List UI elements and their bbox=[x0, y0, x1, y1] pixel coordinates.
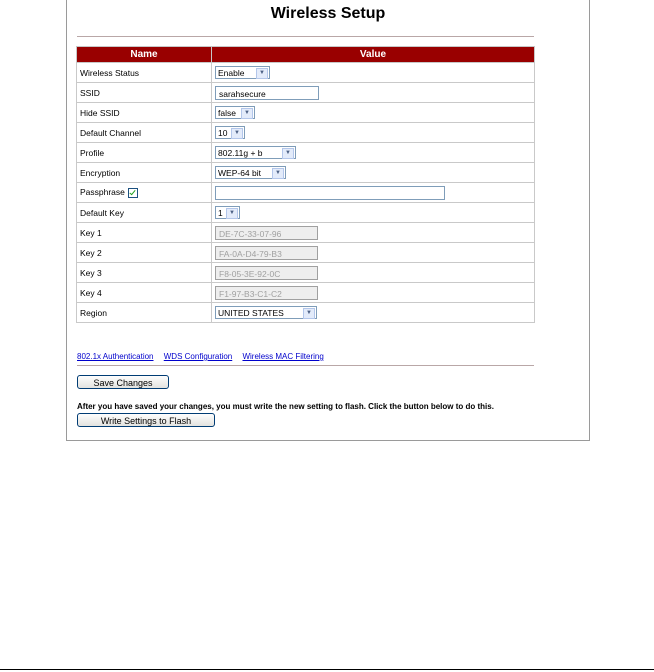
region-label: Region bbox=[77, 303, 212, 323]
links-divider bbox=[77, 365, 534, 366]
encryption-select[interactable]: WEP-64 bit ▼ bbox=[215, 166, 286, 179]
write-settings-to-flash-button[interactable]: Write Settings to Flash bbox=[77, 413, 215, 427]
table-row bbox=[77, 203, 535, 223]
table-row bbox=[77, 243, 535, 263]
title-divider bbox=[77, 36, 534, 37]
profile-select[interactable]: 802.11g + b ▼ bbox=[215, 146, 296, 159]
chevron-down-icon: ▼ bbox=[231, 128, 243, 139]
sub-settings-links bbox=[77, 352, 332, 361]
table-row bbox=[77, 103, 535, 123]
table-row bbox=[77, 263, 535, 283]
hide-ssid-select[interactable]: false ▼ bbox=[215, 106, 255, 119]
table-row bbox=[77, 223, 535, 243]
chevron-down-icon: ▼ bbox=[272, 168, 284, 179]
key4-label: Key 4 bbox=[77, 283, 212, 303]
key3-input[interactable]: F8-05-3E-92-0C bbox=[215, 266, 318, 280]
footer-divider bbox=[0, 669, 654, 670]
wireless-status-select[interactable]: Enable ▼ bbox=[215, 66, 270, 79]
passphrase-checkbox[interactable] bbox=[128, 188, 138, 198]
chevron-down-icon: ▼ bbox=[226, 208, 238, 219]
key2-input[interactable]: FA-0A-D4-79-B3 bbox=[215, 246, 318, 260]
key3-label: Key 3 bbox=[77, 263, 212, 283]
passphrase-input[interactable] bbox=[215, 186, 445, 200]
chevron-down-icon: ▼ bbox=[241, 108, 253, 119]
chevron-down-icon: ▼ bbox=[256, 68, 268, 79]
key4-input[interactable]: F1-97-B3-C1-C2 bbox=[215, 286, 318, 300]
default-key-select[interactable]: 1 ▼ bbox=[215, 206, 240, 219]
ssid-input[interactable]: sarahsecure bbox=[215, 86, 319, 100]
table-row bbox=[77, 123, 535, 143]
link-8021x-authentication[interactable]: 802.1x Authentication bbox=[77, 352, 154, 361]
key1-input[interactable]: DE-7C-33-07-96 bbox=[215, 226, 318, 240]
table-row bbox=[77, 83, 535, 103]
flash-instructions: After you have saved your changes, you must write the new setting to flash. Click the button below to do this. bbox=[77, 402, 494, 411]
settings-table bbox=[76, 46, 535, 323]
table-row bbox=[77, 183, 535, 203]
hide-ssid-label: Hide SSID bbox=[77, 103, 212, 123]
page-title: Wireless Setup bbox=[270, 5, 386, 22]
ssid-label: SSID bbox=[77, 83, 212, 103]
default-channel-label: Default Channel bbox=[77, 123, 212, 143]
encryption-label: Encryption bbox=[77, 163, 212, 183]
table-row bbox=[77, 143, 535, 163]
key1-label: Key 1 bbox=[77, 223, 212, 243]
wireless-status-label: Wireless Status bbox=[77, 63, 212, 83]
table-row bbox=[77, 283, 535, 303]
table-row bbox=[77, 163, 535, 183]
default-channel-select[interactable]: 10 ▼ bbox=[215, 126, 245, 139]
column-header-value: Value bbox=[212, 47, 535, 63]
key2-label: Key 2 bbox=[77, 243, 212, 263]
table-row bbox=[77, 303, 535, 323]
settings-panel bbox=[66, 0, 590, 441]
passphrase-label: Passphrase bbox=[80, 187, 125, 198]
column-header-name: Name bbox=[77, 47, 212, 63]
chevron-down-icon: ▼ bbox=[303, 308, 315, 319]
default-key-label: Default Key bbox=[77, 203, 212, 223]
region-select[interactable]: UNITED STATES ▼ bbox=[215, 306, 317, 319]
table-row bbox=[77, 63, 535, 83]
save-changes-button[interactable]: Save Changes bbox=[77, 375, 169, 389]
link-wireless-mac-filtering[interactable]: Wireless MAC Filtering bbox=[242, 352, 324, 361]
table-header-row bbox=[77, 47, 535, 63]
chevron-down-icon: ▼ bbox=[282, 148, 294, 159]
link-wds-configuration[interactable]: WDS Configuration bbox=[163, 352, 233, 361]
profile-label: Profile bbox=[77, 143, 212, 163]
